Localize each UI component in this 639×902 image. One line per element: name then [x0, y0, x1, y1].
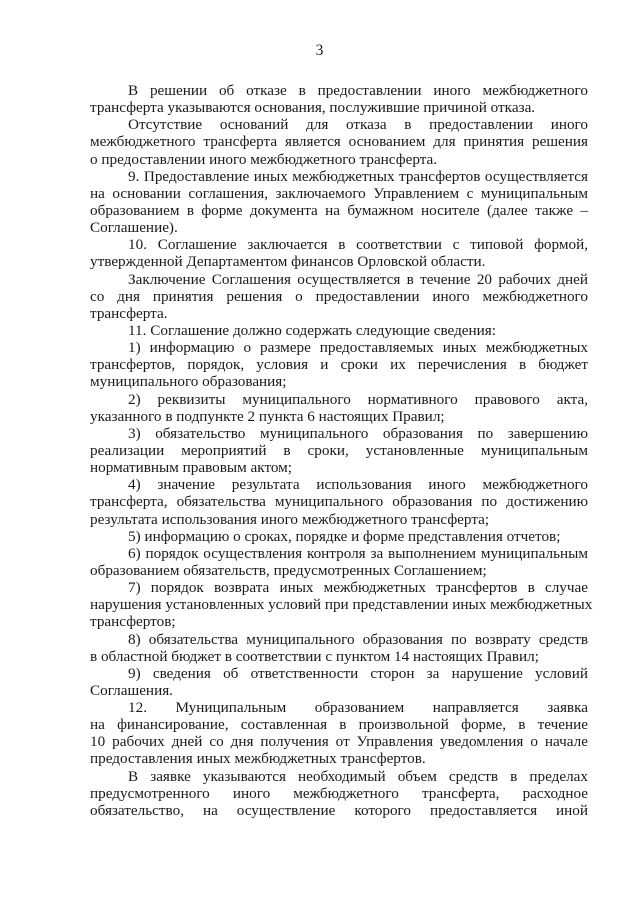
paragraph [90, 391, 588, 425]
text-line: трансфертов, порядок, условия и сроки их перечисления в бюджет [90, 356, 588, 374]
paragraph [90, 699, 588, 768]
paragraph [90, 82, 588, 116]
text-line: В решении об отказе в предоставлении иного межбюджетного [128, 82, 588, 99]
text-line: 8) обязательства муниципального образования по возврату средств [128, 630, 588, 648]
text-line: 1) информацию о размере предоставляемых иных межбюджетных [128, 339, 588, 357]
paragraph [90, 116, 588, 167]
text-line: 2) реквизиты муниципального нормативного правового акта, [128, 390, 588, 408]
text-line: муниципального образования; [90, 373, 287, 391]
paragraph [90, 236, 588, 270]
text-line: 9. Предоставление иных межбюджетных трансфертов осуществляется [128, 167, 588, 185]
text-line: 11. Соглашение должно содержать следующие сведения: [128, 321, 496, 339]
text-line: трансферта. [90, 304, 168, 322]
paragraph [90, 545, 588, 579]
paragraph [90, 579, 593, 631]
paragraph [90, 768, 588, 819]
paragraph [90, 476, 588, 527]
text-line: утвержденной Департаментом финансов Орловской области. [90, 253, 486, 271]
text-line: на основании соглашения, заключаемого Управлением с муниципальным [90, 184, 588, 202]
text-line: 10 рабочих дней со дня получения от Управления уведомления о начале [90, 733, 588, 751]
text-line: в областной бюджет в соответствии с пунктом 14 настоящих Правил; [90, 647, 539, 665]
text-line: обязательство, на осуществление которого предоставляется иной [90, 801, 588, 819]
paragraph [90, 339, 588, 390]
text-line: о предоставлении иного межбюджетного трансферта. [90, 150, 438, 168]
text-line: трансферта, обязательства муниципального образования по достижению [90, 493, 588, 511]
text-line: предусмотренного иного межбюджетного трансферта, расходное [90, 784, 588, 802]
text-line: реализации мероприятий в сроки, установленные муниципальным [90, 441, 588, 459]
text-line: трансферта указываются основания, послужившие причиной отказа. [90, 99, 536, 117]
text-line: 5) информацию о сроках, порядке и форме представления отчетов; [128, 527, 561, 545]
text-line: предоставления иных межбюджетных трансфертов. [90, 750, 426, 768]
text-line: 4) значение результата использования иного межбюджетного [128, 476, 588, 494]
text-line: 9) сведения об ответственности сторон за нарушение условий [128, 664, 588, 682]
paragraph [90, 271, 588, 322]
text-line: результата использования иного межбюджетного трансферта; [90, 510, 490, 528]
paragraph [90, 322, 588, 339]
text-line: со дня принятия решения о предоставлении иного межбюджетного [90, 287, 588, 305]
text-line: 12. Муниципальным образованием направляется заявка [128, 699, 588, 717]
text-line: нормативным правовым актом; [90, 459, 293, 477]
text-line: на финансирование, составленная в произвольной форме, в течение [90, 716, 588, 734]
text-line: 7) порядок возврата иных межбюджетных трансфертов в случае [128, 579, 588, 597]
text-line: В заявке указываются необходимый объем средств в пределах [128, 767, 588, 785]
text-line: 6) порядок осуществления контроля за выполнением муниципальным [128, 544, 588, 562]
text-line: образованием в форме документа на бумажном носителе (далее также – [90, 201, 588, 219]
text-line: Соглашения. [90, 681, 173, 699]
paragraph [90, 631, 588, 665]
document-body [90, 82, 593, 819]
text-line: трансфертов; [90, 613, 176, 631]
paragraph [90, 665, 588, 699]
text-line: Заключение Соглашения осуществляется в течение 20 рабочих дней [128, 270, 588, 288]
text-line: указанного в подпункте 2 пункта 6 настоящих Правил; [90, 407, 445, 425]
text-line: образованием обязательств, предусмотренных Соглашением; [90, 561, 487, 579]
text-line: Соглашение). [90, 219, 178, 237]
text-line: 10. Соглашение заключается в соответствии с типовой формой, [128, 236, 588, 254]
text-line: межбюджетного трансферта является основанием для принятия решения [90, 133, 588, 151]
paragraph [90, 168, 588, 237]
text-line: 3) обязательство муниципального образования по завершению [128, 424, 588, 442]
page-number: 3 [315, 42, 324, 59]
text-line: нарушения установленных условий при представлении иных межбюджетных [90, 596, 593, 614]
paragraph [90, 528, 588, 545]
paragraph [90, 425, 588, 476]
text-line: Отсутствие оснований для отказа в предоставлении иного [128, 116, 588, 134]
